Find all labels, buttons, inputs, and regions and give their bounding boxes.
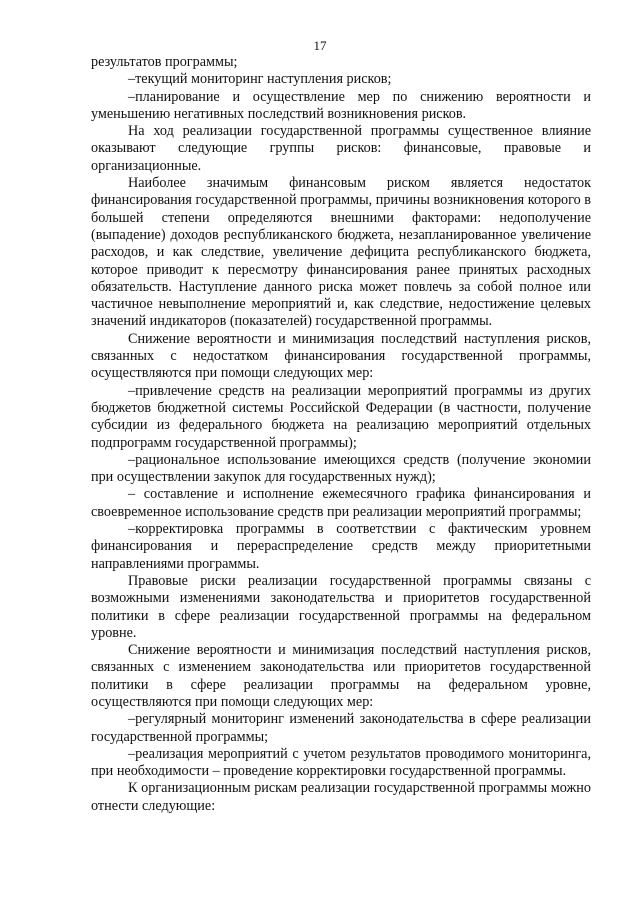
list-item: –корректировка программы в соответствии с фактическим уровнем финансирования и перераспределение средств между приоритетными направлениями программы. xyxy=(91,521,591,572)
paragraph: На ход реализации государственной программы существенное влияние оказывают следующие группы рисков: финансовые, правовые и организационные. xyxy=(91,123,591,174)
paragraph: Снижение вероятности и минимизация последствий наступления рисков, связанных с изменением законодательства или приоритетов государственной политики в сфере реализации программы на федеральном уровне, осуществляются при помощи следующих мер: xyxy=(91,642,591,710)
paragraph: Правовые риски реализации государственной программы связаны с возможными изменениями законодательства и приоритетов государственной политики в сфере реализации государственной программы на федеральном уровне. xyxy=(91,572,591,641)
paragraph: Наиболее значимым финансовым риском является недостаток финансирования государственной программы, причины возникновения которого в большей степени определяются внешними факторами: недополучение (выпадение) доходов республиканского бюджета, незапланированное увеличение расходов, и как следствие, увеличение дефицита республиканского бюджета, которое приводит к пересмотру финансирования ранее принятых расходных обязательств. Наступление данного риска может повлечь за собой полное или частичное невыполнение мероприятий и, как следствие, недостижение целевых значений индикаторов (показателей) государственной программы. xyxy=(91,175,591,330)
list-item: –реализация мероприятий с учетом результатов проводимого мониторинга, при необходимости – проведение корректировки государственной программы. xyxy=(91,745,591,780)
paragraph: результатов программы; xyxy=(91,54,238,70)
list-item: –рациональное использование имеющихся средств (получение экономии при осуществлении закупок для государственных нужд); xyxy=(91,451,591,486)
paragraph: Снижение вероятности и минимизация последствий наступления рисков, связанных с недостатком финансирования государственной программы, осуществляются при помощи следующих мер: xyxy=(91,330,591,382)
list-item: –регулярный мониторинг изменений законодательства в сфере реализации государственной программы; xyxy=(91,711,591,745)
list-item: –планирование и осуществление мер по снижению вероятности и уменьшению негативных последствий возникновения рисков. xyxy=(91,88,591,122)
paragraph: К организационным рискам реализации государственной программы можно отнести следующие: xyxy=(91,780,591,814)
list-item: –привлечение средств на реализации мероприятий программы из других бюджетов бюджетной системы Российской Федерации (в частности, получение субсидии из федерального бюджета на реализацию мероприятий отдельных подпрограмм государственной программы); xyxy=(91,382,591,451)
document-body xyxy=(91,54,591,815)
list-item: – составление и исполнение ежемесячного графика финансирования и своевременное использование средств при реализации мероприятий программы; xyxy=(91,486,591,520)
page-number: 17 xyxy=(313,38,327,53)
list-item: –текущий мониторинг наступления рисков; xyxy=(128,71,392,88)
